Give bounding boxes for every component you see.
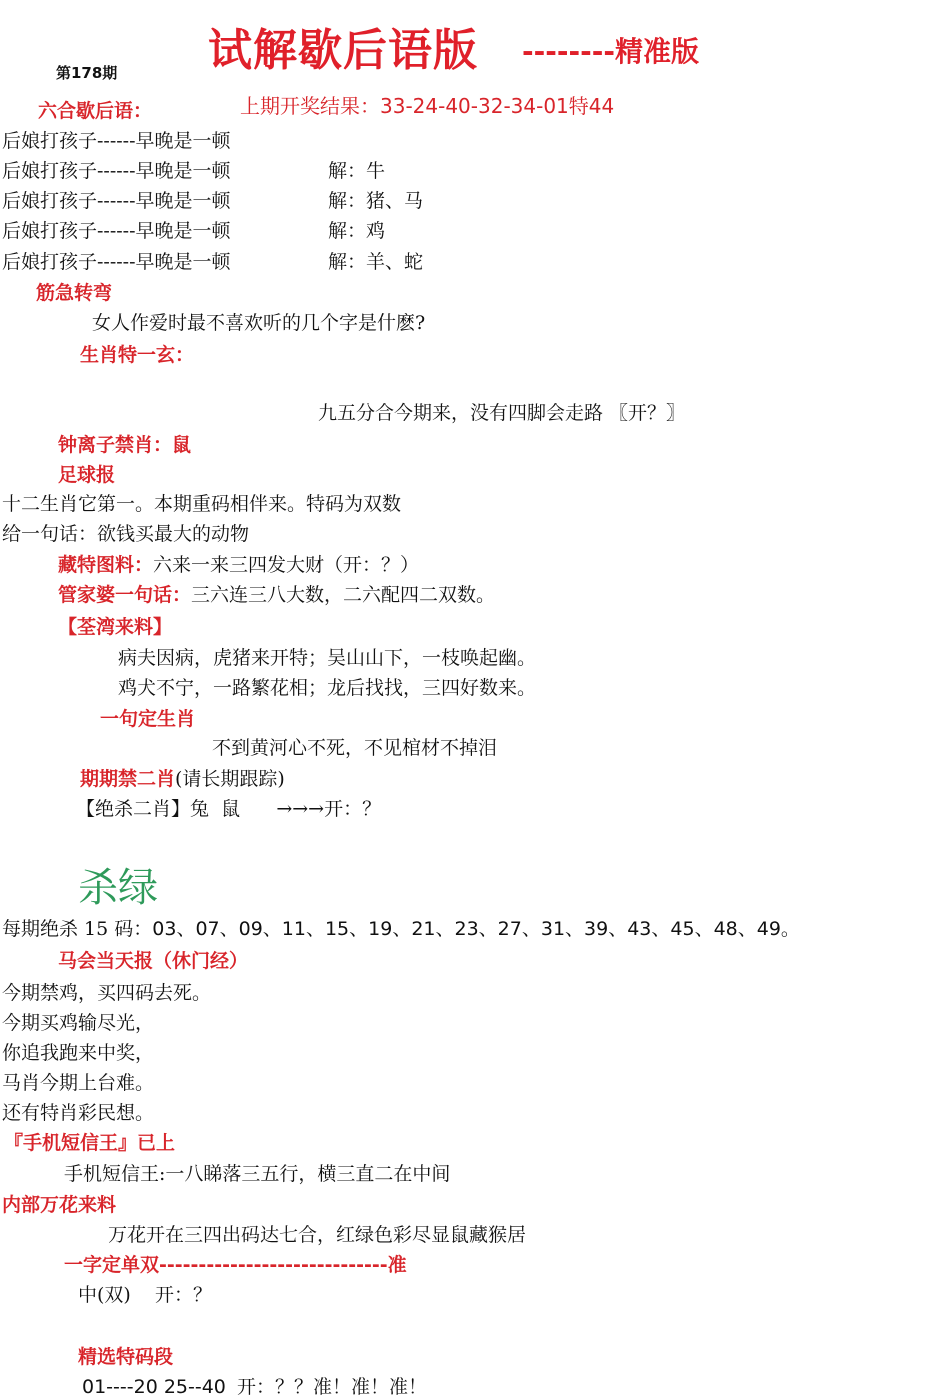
brain-question: 女人作爱时最不喜欢听的几个字是什麽? bbox=[92, 312, 426, 334]
shalv-header: 杀绿 bbox=[78, 865, 158, 911]
page-title-suffix: --------精准版 bbox=[522, 35, 699, 68]
guanjia-label: 管家婆一句话： bbox=[58, 584, 192, 606]
sms-text: 手机短信王:一八睇落三五行，横三直二在中间 bbox=[64, 1163, 451, 1185]
jingxuan-tail: 开：？？准！准！准！ bbox=[236, 1376, 427, 1398]
liuhe-header: 六合歇后语： bbox=[38, 100, 153, 122]
issue-number: 第178期 bbox=[56, 64, 118, 82]
xiehou-line: 后娘打孩子------早晚是一顿 bbox=[2, 220, 231, 242]
riddle-text: 九五分合今期来，没有四脚会走路 〖开？〗 bbox=[318, 402, 686, 424]
xiehou-line: 后娘打孩子------早晚是一顿 bbox=[2, 130, 231, 152]
football-header: 足球报 bbox=[58, 464, 116, 486]
qiqi-note: (请长期跟踪) bbox=[175, 768, 285, 790]
juesha15-label: 每期绝杀 15 码： bbox=[2, 918, 153, 940]
juesha15-row bbox=[2, 914, 800, 941]
jingxuan-row bbox=[82, 1372, 427, 1399]
xiehou-answer: 解：羊、蛇 bbox=[328, 251, 424, 273]
mahui-line: 今期禁鸡，买四码去死。 bbox=[2, 982, 212, 1004]
shengxiao-header: 生肖特一玄： bbox=[80, 344, 195, 366]
yiju-text: 不到黄河心不死，不见棺材不掉泪 bbox=[212, 737, 498, 759]
xiehou-answer: 解：牛 bbox=[328, 160, 386, 182]
football-line: 十二生肖它第一。本期重码相伴来。特码为双数 bbox=[2, 493, 402, 515]
mahui-line: 还有特肖彩民想。 bbox=[2, 1102, 155, 1124]
cangte-row bbox=[58, 550, 419, 577]
mahui-header: 马会当天报（休门经） bbox=[58, 950, 249, 972]
quanwan-header: 【荃湾来料】 bbox=[58, 616, 173, 638]
danshuang-text: 中(双) 开：？ bbox=[78, 1284, 212, 1306]
mahui-line: 你追我跑来中奖， bbox=[2, 1042, 155, 1064]
quanwan-line: 病夫因病，虎猪来开特；吴山山下，一枝唤起幽。 bbox=[118, 647, 537, 669]
wanhua-header: 内部万花来料 bbox=[2, 1194, 117, 1216]
cangte-text: 六来一来三四发大财（开：？） bbox=[153, 554, 420, 576]
xiehou-line: 后娘打孩子------早晚是一顿 bbox=[2, 251, 231, 273]
xiehou-line: 后娘打孩子------早晚是一顿 bbox=[2, 190, 231, 212]
sms-header: 『手机短信王』已上 bbox=[4, 1132, 176, 1154]
quanwan-line: 鸡犬不宁，一路繁花相；龙后找找，三四好数来。 bbox=[118, 677, 537, 699]
wanhua-text: 万花开在三四出码达七合，红绿色彩尽显鼠藏猴居 bbox=[108, 1224, 527, 1246]
xiehou-line: 后娘打孩子------早晚是一顿 bbox=[2, 160, 231, 182]
qiqi-label: 期期禁二肖 bbox=[80, 768, 176, 790]
guanjia-text: 三六连三八大数，二六配四二双数。 bbox=[191, 584, 496, 606]
guanjia-row bbox=[58, 580, 495, 607]
mahui-line: 今期买鸡输尽光， bbox=[2, 1012, 155, 1034]
last-result: 上期开奖结果：33-24-40-32-34-01特44 bbox=[240, 94, 615, 118]
danshuang-header: 一字定单双-----------------------------准 bbox=[64, 1254, 407, 1276]
juesha-text: 【绝杀二肖】兔 鼠 →→→开：？ bbox=[76, 798, 382, 820]
zhongli-text: 钟离子禁肖：鼠 bbox=[58, 434, 192, 456]
yiju-header: 一句定生肖 bbox=[100, 708, 196, 730]
juesha15-numbers: 03、07、09、11、15、19、21、23、27、31、39、43、45、48、49。 bbox=[152, 918, 800, 940]
page-title: 试解歇后语版 bbox=[208, 25, 478, 76]
football-line: 给一句话：欲钱买最大的动物 bbox=[2, 523, 250, 545]
mahui-line: 马肖今期上台难。 bbox=[2, 1072, 155, 1094]
brain-header: 筋急转弯 bbox=[36, 282, 113, 304]
qiqi-row bbox=[80, 764, 285, 791]
cangte-label: 藏特图料： bbox=[58, 554, 154, 576]
jingxuan-numbers: 01----20 25--40 bbox=[82, 1376, 226, 1398]
xiehou-answer: 解：猪、马 bbox=[328, 190, 424, 212]
xiehou-answer: 解：鸡 bbox=[328, 220, 386, 242]
jingxuan-header: 精选特码段 bbox=[78, 1346, 174, 1368]
